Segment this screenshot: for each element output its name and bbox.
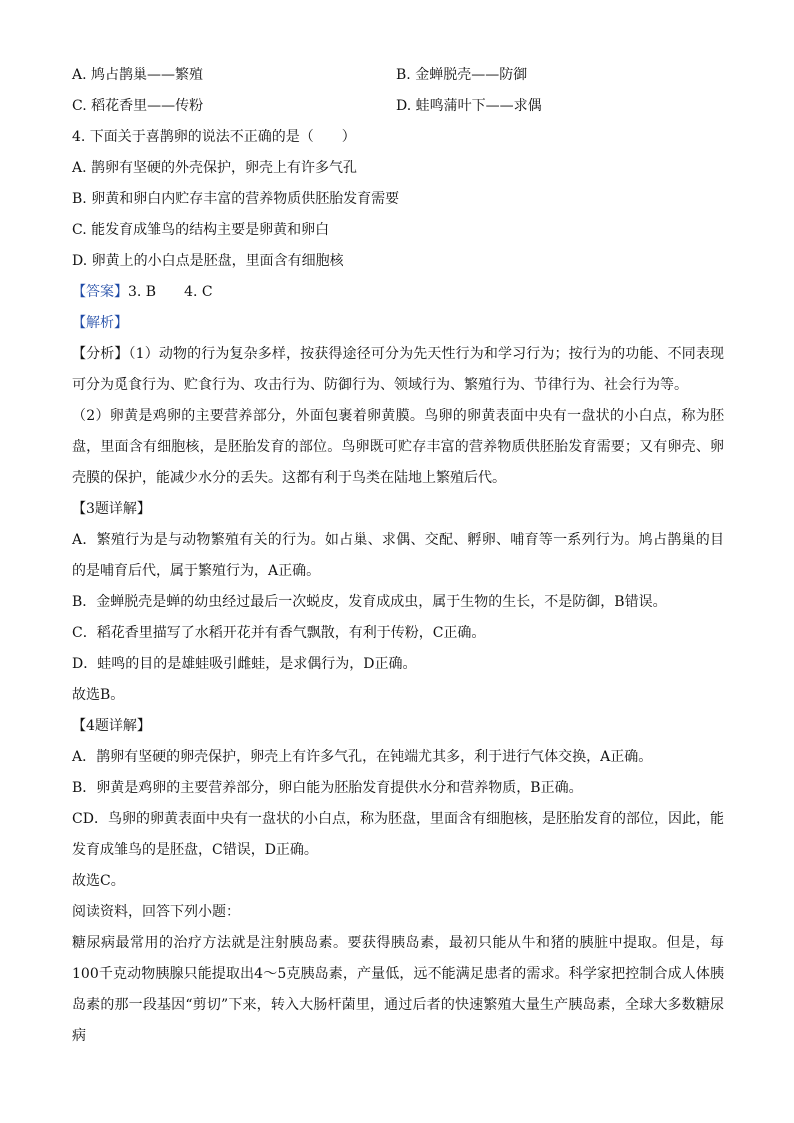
q4-option-b: B. 卵黄和卵白内贮存丰富的营养物质供胚胎发育需要: [72, 191, 400, 207]
answer-text: 3. B 4. C: [128, 284, 213, 300]
q4-detail-title: 【4题详解】: [72, 718, 151, 734]
answer-tag: 【答案】: [72, 284, 128, 300]
q3-detail-a: A．繁殖行为是与动物繁殖有关的行为。如占巢、求偶、交配、孵卵、哺育等一系列行为。鸠占鹊巢的目的是哺育后代，属于繁殖行为，A正确。: [72, 532, 724, 579]
answer-line: [72, 277, 724, 308]
reading-intro: 阅读资料，回答下列小题：: [72, 904, 240, 920]
q3-option-b: B. 金蝉脱壳——防御: [396, 67, 528, 83]
q3-detail-b: B．金蝉脱壳是蝉的幼虫经过最后一次蜕皮，发育成成虫，属于生物的生长，不是防御，B错误。: [72, 594, 667, 610]
q3-option-d: D. 蛙鸣蒲叶下——求偶: [396, 98, 542, 114]
analysis-paragraph-2: （2）卵黄是鸡卵的主要营养部分，外面包裹着卵黄膜。鸟卵的卵黄表面中央有一盘状的小白点，称为胚盘，里面含有细胞核，是胚胎发育的部位。鸟卵既可贮存丰富的营养物质供胚胎发育需要；又有卵壳、卵壳膜的保护，能减少水分的丢失。这都有利于鸟类在陆地上繁殖后代。: [72, 408, 724, 486]
q4-detail-cd: CD．鸟卵的卵黄表面中央有一盘状的小白点，称为胚盘，里面含有细胞核，是胚胎发育的部位，因此，能发育成雏鸟的是胚盘，C错误，D正确。: [72, 811, 724, 858]
reading-passage: 糖尿病最常用的治疗方法就是注射胰岛素。要获得胰岛素，最初只能从牛和猪的胰脏中提取。但是，每100千克动物胰腺只能提取出4～5克胰岛素，产量低，远不能满足患者的需求。科学家把控制合成人体胰岛素的那一段基因“剪切”下来，转入大肠杆菌里，通过后者的快速繁殖大量生产胰岛素，全球大多数糖尿病: [72, 935, 724, 1044]
analysis-tag: 【分析】: [72, 346, 129, 362]
q3-option-a: A. 鸠占鹊巢——繁殖: [72, 67, 204, 83]
q3-detail-d: D．蛙鸣的目的是雄蛙吸引雌蛙，是求偶行为，D正确。: [72, 656, 417, 672]
q3-option-row-2: [72, 91, 724, 122]
q3-option-c: C. 稻花香里——传粉: [72, 98, 204, 114]
q4-detail-a: A．鹊卵有坚硬的卵壳保护，卵壳上有许多气孔，在钝端尤其多，利于进行气体交换，A正确。: [72, 749, 653, 765]
q3-detail-title: 【3题详解】: [72, 501, 151, 517]
q4-detail-choice: 故选C。: [72, 873, 125, 889]
document-page: [72, 60, 724, 1052]
analysis-p1: （1）动物的行为复杂多样，按获得途径可分为先天性行为和学习行为；按行为的功能、不同表现可分为觅食行为、贮食行为、攻击行为、防御行为、领域行为、繁殖行为、节律行为、社会行为等。: [72, 346, 724, 393]
q4-option-d: D. 卵黄上的小白点是胚盘，里面含有细胞核: [72, 253, 344, 269]
analysis-heading: 【解析】: [72, 315, 128, 331]
q3-detail-choice: 故选B。: [72, 687, 125, 703]
q4-detail-b: B．卵黄是鸡卵的主要营养部分，卵白能为胚胎发育提供水分和营养物质，B正确。: [72, 780, 583, 796]
q4-option-c: C. 能发育成雏鸟的结构主要是卵黄和卵白: [72, 222, 330, 238]
q3-detail-c: C．稻花香里描写了水稻开花并有香气飘散，有利于传粉，C正确。: [72, 625, 486, 641]
q3-option-row-1: [72, 60, 724, 91]
q4-option-a: A. 鹊卵有坚硬的外壳保护，卵壳上有许多气孔: [72, 160, 358, 176]
analysis-paragraph-1: [72, 339, 724, 401]
q4-stem: 4. 下面关于喜鹊卵的说法不正确的是（ ）: [72, 129, 356, 145]
